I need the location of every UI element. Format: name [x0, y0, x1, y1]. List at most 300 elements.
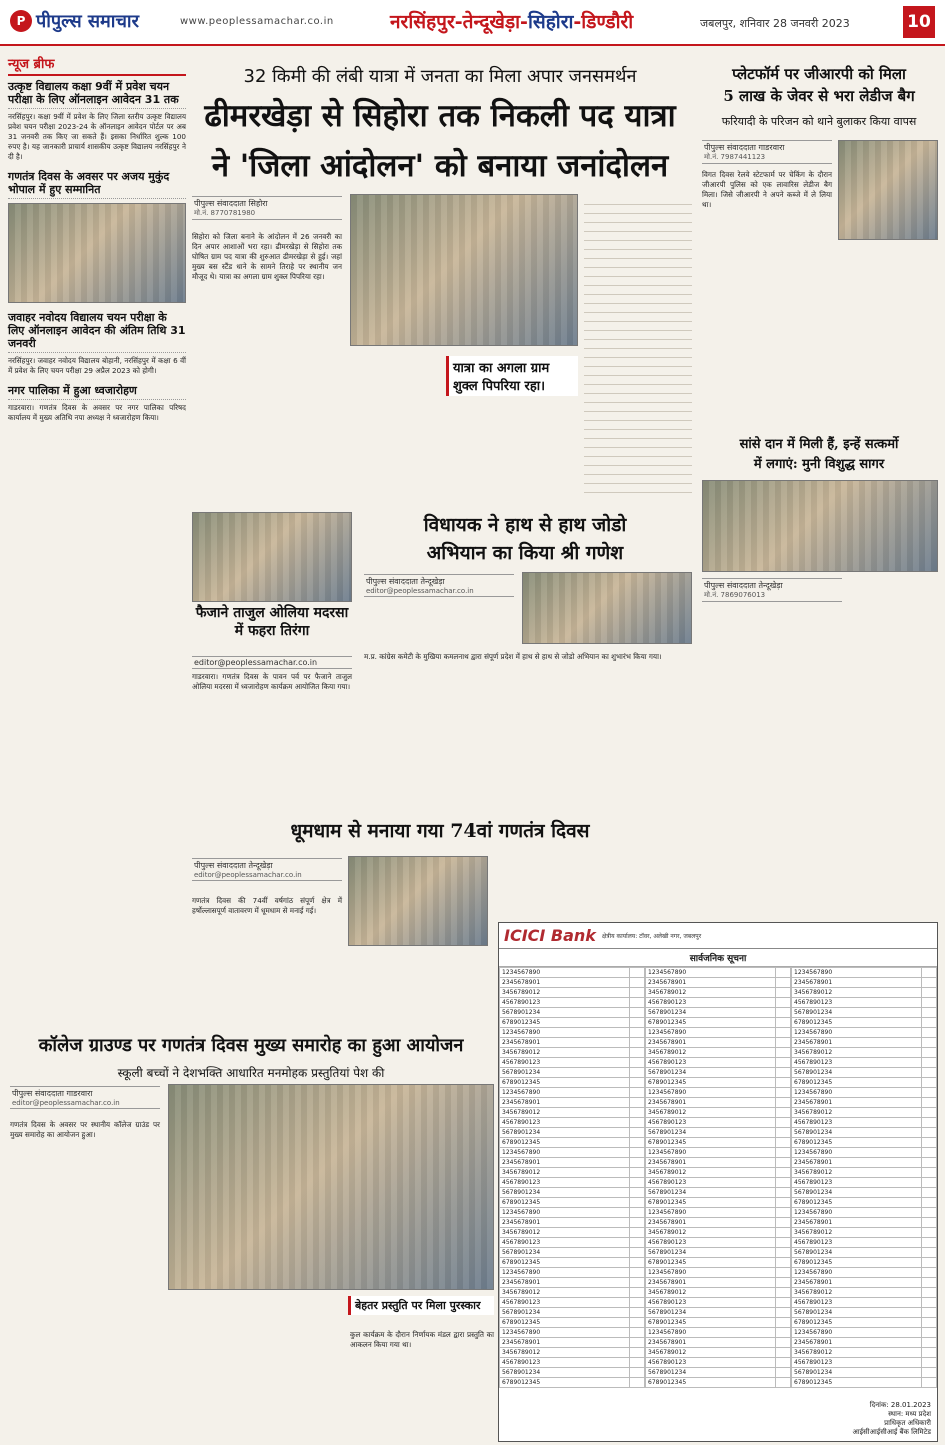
table-row — [500, 1048, 645, 1058]
table-cell: 3456789012 — [646, 1288, 776, 1298]
lead-headline-1: ढीमरखेड़ा से सिहोरा तक निकली पद यात्रा — [204, 98, 676, 134]
ad-header — [499, 923, 937, 949]
table-row — [500, 1128, 645, 1138]
table-cell — [921, 1328, 936, 1338]
table-row — [646, 998, 791, 1008]
table-cell — [629, 1088, 644, 1098]
table-row — [500, 1118, 645, 1128]
table-cell — [921, 1078, 936, 1088]
table-row — [792, 1258, 937, 1268]
brief-body: नरसिंहपुर। जवाहर नवोदय विद्यालय बोहानी, नरसिंहपुर में कक्षा 6 वीं में प्रवेश के लिए चयन परीक्षा 29 अप्रैल 2023 को होगी। — [8, 356, 186, 375]
table-cell — [629, 1138, 644, 1148]
table-cell — [921, 1168, 936, 1178]
table-row — [646, 1058, 791, 1068]
table-cell: 6789012345 — [792, 1138, 922, 1148]
table-row — [646, 1368, 791, 1378]
table-cell — [775, 1308, 790, 1318]
college-photo — [168, 1084, 494, 1290]
table-cell: 1234567890 — [500, 1268, 630, 1278]
table-cell — [629, 1158, 644, 1168]
table-cell: 5678901234 — [792, 1308, 922, 1318]
table-cell: 4567890123 — [500, 998, 630, 1008]
table-row — [646, 1328, 791, 1338]
table-row — [792, 998, 937, 1008]
news-brief-tag: न्यूज ब्रीफ — [8, 54, 186, 76]
table-cell: 2345678901 — [792, 1098, 922, 1108]
table-cell: 5678901234 — [500, 1248, 630, 1258]
table-cell: 3456789012 — [646, 988, 776, 998]
table-row — [792, 968, 937, 978]
table-cell: 1234567890 — [646, 1088, 776, 1098]
table-row — [792, 1188, 937, 1198]
table-row — [646, 1278, 791, 1288]
grp-photo — [838, 140, 938, 240]
table-row — [792, 1208, 937, 1218]
table-cell: 2345678901 — [500, 1158, 630, 1168]
table-row — [792, 1138, 937, 1148]
table-cell — [921, 1278, 936, 1288]
table-cell — [921, 968, 936, 978]
table-row — [500, 1238, 645, 1248]
ad-title: सार्वजनिक सूचना — [499, 949, 937, 967]
table-cell — [775, 1048, 790, 1058]
vidhayak-byline: पीपुल्स संवाददाता तेन्दूखेड़ा editor@peoplessamachar.co.in — [364, 574, 514, 597]
table-row — [500, 1198, 645, 1208]
republic-photo — [348, 856, 488, 946]
table-cell — [921, 1138, 936, 1148]
logo-mark-icon: P — [10, 10, 32, 32]
table-cell — [921, 1118, 936, 1128]
table-cell — [921, 1378, 936, 1388]
table-cell — [629, 1068, 644, 1078]
vidhayak-body: म.प्र. कांग्रेस कमेटी के मुखिया कमलनाथ द्वारा संपूर्ण प्रदेश में हाथ से हाथ से जोडो अभियान का शुभारंभ किया गया। — [364, 652, 662, 661]
table-cell: 1234567890 — [792, 1268, 922, 1278]
table-cell: 3456789012 — [500, 1348, 630, 1358]
table-row — [792, 1178, 937, 1188]
table-row — [500, 1038, 645, 1048]
table-cell: 1234567890 — [646, 1208, 776, 1218]
lead-photo — [350, 194, 578, 346]
table-cell: 2345678901 — [500, 1038, 630, 1048]
table-row — [792, 1088, 937, 1098]
table-cell — [775, 1068, 790, 1078]
table-cell: 5678901234 — [500, 1008, 630, 1018]
table-row — [500, 1068, 645, 1078]
table-cell: 1234567890 — [500, 1088, 630, 1098]
table-cell: 6789012345 — [792, 1378, 922, 1388]
table-cell: 1234567890 — [792, 1028, 922, 1038]
table-cell — [921, 1158, 936, 1168]
table-row — [792, 1118, 937, 1128]
vidhayak-headline-1: विधायक ने हाथ से हाथ जोडो — [423, 514, 627, 536]
faijan-byline: editor@peoplessamachar.co.in — [192, 656, 352, 669]
table-row — [646, 1258, 791, 1268]
table-cell — [921, 1108, 936, 1118]
muni-headline-2: में लगाएं: मुनी विशुद्ध सागर — [753, 457, 885, 472]
republic-body: गणतंत्र दिवस की 74वीं वर्षगांठ संपूर्ण क्षेत्र में हर्षोल्लासपूर्ण वातावरण में धूमधाम से मनाई गई। — [192, 896, 342, 915]
college-byline: पीपुल्स संवाददाता गाडरवारा editor@peoplessamachar.co.in — [10, 1086, 160, 1109]
table-cell — [921, 1228, 936, 1238]
table-row — [646, 1028, 791, 1038]
table-cell: 3456789012 — [646, 1168, 776, 1178]
table-row — [500, 998, 645, 1008]
table-cell: 5678901234 — [500, 1308, 630, 1318]
table-cell: 3456789012 — [792, 1288, 922, 1298]
table-cell — [921, 1288, 936, 1298]
table-cell — [775, 1158, 790, 1168]
table-row — [792, 1288, 937, 1298]
table-cell — [775, 1228, 790, 1238]
region-heading: नरसिंहपुर-तेन्दूखेड़ा-सिहोरा-डिण्डौरी — [390, 11, 634, 33]
table-row — [646, 1208, 791, 1218]
table-cell: 1234567890 — [500, 1028, 630, 1038]
table-cell: 3456789012 — [646, 1048, 776, 1058]
table-cell: 5678901234 — [646, 1308, 776, 1318]
table-row — [646, 1148, 791, 1158]
table-row — [500, 1098, 645, 1108]
table-row — [500, 1258, 645, 1268]
table-row — [792, 1218, 937, 1228]
muni-photo — [702, 480, 938, 572]
table-cell: 4567890123 — [500, 1358, 630, 1368]
table-cell: 1234567890 — [792, 1208, 922, 1218]
table-row — [792, 1038, 937, 1048]
table-cell — [629, 1338, 644, 1348]
table-row — [792, 1028, 937, 1038]
table-row — [500, 1028, 645, 1038]
table-cell: 5678901234 — [792, 1188, 922, 1198]
table-row — [646, 1348, 791, 1358]
muni-headline-1: सांसे दान में मिली हैं, इन्हें सत्कर्मो — [739, 437, 899, 452]
table-row — [792, 1228, 937, 1238]
ad-signature — [852, 1401, 931, 1437]
table-row — [646, 1188, 791, 1198]
table-cell — [775, 1078, 790, 1088]
table-row — [792, 1068, 937, 1078]
table-cell — [921, 1028, 936, 1038]
table-cell — [775, 1168, 790, 1178]
table-cell — [775, 1028, 790, 1038]
table-cell — [775, 1198, 790, 1208]
table-cell: 1234567890 — [500, 968, 630, 978]
table-cell — [921, 1338, 936, 1348]
table-cell: 2345678901 — [500, 978, 630, 988]
table-row — [792, 1058, 937, 1068]
table-row — [792, 1008, 937, 1018]
table-cell — [629, 1238, 644, 1248]
table-cell — [775, 1298, 790, 1308]
table-cell: 2345678901 — [646, 1038, 776, 1048]
table-cell: 5678901234 — [646, 1248, 776, 1258]
table-cell: 6789012345 — [646, 1078, 776, 1088]
table-row — [646, 1238, 791, 1248]
table-row — [646, 1268, 791, 1278]
table-row — [500, 1288, 645, 1298]
table-cell: 3456789012 — [792, 1228, 922, 1238]
table-row — [646, 988, 791, 998]
table-cell — [921, 1268, 936, 1278]
table-cell: 4567890123 — [646, 1358, 776, 1368]
table-cell — [775, 968, 790, 978]
table-cell — [921, 1248, 936, 1258]
table-cell: 2345678901 — [646, 1098, 776, 1108]
table-cell: 5678901234 — [500, 1188, 630, 1198]
table-row — [646, 1308, 791, 1318]
grp-body: विगत दिवस रेलवे स्टेटफार्म पर चेकिंग के दौरान जीआरपी पुलिस को एक लावारिस लेडीज बैग मिला। जिसे जीआरपी ने अपने कब्जे में ले लिया था। — [702, 170, 832, 209]
table-cell: 5678901234 — [792, 1068, 922, 1078]
table-cell: 1234567890 — [792, 1088, 922, 1098]
table-cell: 1234567890 — [646, 1328, 776, 1338]
news-brief-column — [8, 54, 186, 1204]
table-cell — [775, 1038, 790, 1048]
college-box-body: कुल कार्यक्रम के दौरान निर्णायक मंडल द्वारा प्रस्तुति का आकलन किया गया था। — [350, 1330, 494, 1349]
table-cell — [921, 1058, 936, 1068]
table-cell: 2345678901 — [500, 1218, 630, 1228]
table-cell: 5678901234 — [646, 1008, 776, 1018]
table-cell — [629, 1308, 644, 1318]
table-cell — [921, 1258, 936, 1268]
table-cell — [921, 1368, 936, 1378]
table-row — [646, 968, 791, 978]
table-cell — [921, 988, 936, 998]
table-cell: 3456789012 — [500, 1288, 630, 1298]
table-cell: 4567890123 — [500, 1058, 630, 1068]
table-cell — [921, 1038, 936, 1048]
table-cell: 2345678901 — [792, 978, 922, 988]
table-cell: 4567890123 — [792, 1118, 922, 1128]
table-cell: 4567890123 — [792, 998, 922, 1008]
college-box-title: बेहतर प्रस्तुति पर मिला पुरस्कार — [348, 1296, 494, 1315]
table-cell: 6789012345 — [792, 1018, 922, 1028]
table-cell — [921, 1308, 936, 1318]
table-row — [646, 1318, 791, 1328]
table-cell: 3456789012 — [792, 988, 922, 998]
brief-body: नरसिंहपुर। कक्षा 9वीं में प्रवेश के लिए जिला स्तरीय उत्कृष्ट विद्यालय प्रवेश चयन परीक्षा 2023-24 के ऑनलाइन आवेदन पोर्टल पर अब 31 जनवरी तक किए जा सकते हैं। इसका निर्धारित शुल्क 100 रुपए है। यह जानकारी प्राचार्य शासकीय उत्कृष्ट विद्यालय नरसिंहपुर ने दी है। — [8, 112, 186, 161]
table-cell: 1234567890 — [792, 1148, 922, 1158]
table-cell: 6789012345 — [500, 1318, 630, 1328]
table-cell — [629, 968, 644, 978]
table-row — [646, 1288, 791, 1298]
table-cell — [629, 1378, 644, 1388]
table-cell: 5678901234 — [646, 1188, 776, 1198]
table-row — [500, 1148, 645, 1158]
ad-address: क्षेत्रीय कार्यालय: टॉवर, अलेखी नगर, जबलपुर — [601, 932, 702, 940]
ad-table — [499, 967, 645, 1388]
table-cell — [775, 1178, 790, 1188]
table-row — [792, 1268, 937, 1278]
table-cell — [775, 1018, 790, 1028]
table-cell — [775, 1248, 790, 1258]
table-cell: 1234567890 — [646, 1028, 776, 1038]
table-cell: 4567890123 — [500, 1178, 630, 1188]
table-cell: 3456789012 — [500, 1228, 630, 1238]
table-row — [500, 1158, 645, 1168]
lead-body: सिहोरा को जिला बनाने के आंदोलन में 26 जनवरी का दिन अपार आशाओं भरा रहा। ढीमरखेड़ा से सिहोरा तक घोषित ग्राम पद यात्रा की शुरुआत ढीमरखेड़ा से हुई। जहां मुख्य बस स्टैंड धाने के सामने तिराहे पर स्थानीय जन मौजूद थे। यात्रा का अगला ग्राम शुक्ल पिपरिया रहा। — [192, 232, 342, 281]
table-cell: 4567890123 — [646, 1238, 776, 1248]
table-cell — [629, 1108, 644, 1118]
college-subheadline: स्कूली बच्चों ने देशभक्ति आधारित मनमोहक प्रस्तुतियां पेश की — [117, 1066, 385, 1080]
table-cell — [629, 1048, 644, 1058]
table-cell: 6789012345 — [500, 1258, 630, 1268]
table-row — [792, 1018, 937, 1028]
table-cell: 5678901234 — [792, 1128, 922, 1138]
table-row — [500, 1268, 645, 1278]
logo-name: पीपुल्स समाचार — [36, 11, 139, 32]
table-cell: 6789012345 — [646, 1318, 776, 1328]
table-cell: 5678901234 — [646, 1128, 776, 1138]
table-cell — [921, 1018, 936, 1028]
table-cell — [629, 1348, 644, 1358]
table-cell — [775, 1088, 790, 1098]
table-cell: 1234567890 — [500, 1208, 630, 1218]
table-cell: 2345678901 — [646, 1218, 776, 1228]
table-cell: 5678901234 — [500, 1068, 630, 1078]
table-row — [500, 1308, 645, 1318]
table-row — [646, 1298, 791, 1308]
table-cell — [629, 1168, 644, 1178]
lead-subhead: यात्रा का अगला ग्राम शुक्ल पिपरिया रहा। — [446, 356, 578, 396]
table-cell — [629, 1128, 644, 1138]
brief-title: जवाहर नवोदय विद्यालय चयन परीक्षा के लिए ऑनलाइन आवेदन की अंतिम तिथि 31 जनवरी — [8, 311, 186, 353]
table-cell: 2345678901 — [792, 1278, 922, 1288]
table-cell: 5678901234 — [646, 1368, 776, 1378]
republic-headline: धूमधाम से मनाया गया 74वां गणतंत्र दिवस — [290, 820, 590, 842]
table-row — [792, 1318, 937, 1328]
table-cell: 3456789012 — [792, 1348, 922, 1358]
table-cell: 3456789012 — [646, 1108, 776, 1118]
table-row — [500, 978, 645, 988]
table-cell: 4567890123 — [500, 1238, 630, 1248]
table-cell — [921, 1048, 936, 1058]
table-cell — [629, 1178, 644, 1188]
table-cell — [629, 1298, 644, 1308]
table-cell — [629, 1078, 644, 1088]
table-cell: 2345678901 — [792, 1218, 922, 1228]
table-row — [500, 1188, 645, 1198]
table-row — [500, 1338, 645, 1348]
table-row — [500, 1318, 645, 1328]
award-photo — [8, 203, 186, 303]
table-cell — [775, 1268, 790, 1278]
table-cell: 6789012345 — [500, 1078, 630, 1088]
table-cell — [921, 1098, 936, 1108]
table-row — [646, 1088, 791, 1098]
table-cell: 6789012345 — [500, 1138, 630, 1148]
table-cell — [775, 1008, 790, 1018]
grp-headline-2: 5 लाख के जेवर से भरा लेडीज बैग — [723, 87, 915, 105]
table-cell — [921, 998, 936, 1008]
table-row — [792, 1278, 937, 1288]
table-row — [500, 1358, 645, 1368]
ad-col — [499, 967, 645, 1388]
table-cell — [775, 1148, 790, 1158]
table-row — [792, 1078, 937, 1088]
table-cell — [629, 1228, 644, 1238]
table-cell: 4567890123 — [646, 1298, 776, 1308]
table-cell: 4567890123 — [646, 1178, 776, 1188]
table-row — [646, 1068, 791, 1078]
table-cell: 4567890123 — [646, 998, 776, 1008]
table-row — [500, 1298, 645, 1308]
table-row — [646, 1128, 791, 1138]
table-cell — [775, 998, 790, 1008]
ad-table — [791, 967, 937, 1388]
table-cell: 1234567890 — [500, 1328, 630, 1338]
lead-byline: पीपुल्स संवाददाता सिहोरा मो.नं. 8770781980 — [192, 196, 342, 220]
table-cell: 6789012345 — [792, 1258, 922, 1268]
table-row — [792, 988, 937, 998]
college-headline: कॉलेज ग्राउण्ड पर गणतंत्र दिवस मुख्य समारोह का हुआ आयोजन — [38, 1035, 464, 1056]
table-cell — [921, 1358, 936, 1368]
table-cell: 2345678901 — [792, 1338, 922, 1348]
table-cell: 6789012345 — [646, 1018, 776, 1028]
ad-col — [645, 967, 791, 1388]
table-row — [792, 1198, 937, 1208]
table-cell — [629, 1248, 644, 1258]
table-cell: 2345678901 — [500, 1098, 630, 1108]
table-cell: 1234567890 — [646, 968, 776, 978]
table-row — [792, 1348, 937, 1358]
table-cell — [775, 1128, 790, 1138]
table-row — [646, 1118, 791, 1128]
table-row — [646, 978, 791, 988]
table-row — [792, 1168, 937, 1178]
muni-byline: पीपुल्स संवाददाता तेन्दूखेड़ा मो.नं. 7869076013 — [702, 578, 842, 602]
table-row — [646, 1178, 791, 1188]
vidhayak-headline-2: अभियान का किया श्री गणेश — [426, 542, 624, 564]
table-row — [646, 1198, 791, 1208]
table-cell — [629, 1328, 644, 1338]
table-cell: 3456789012 — [500, 1048, 630, 1058]
table-cell: 4567890123 — [792, 1058, 922, 1068]
table-row — [500, 1078, 645, 1088]
table-cell — [775, 1358, 790, 1368]
table-cell: 3456789012 — [500, 988, 630, 998]
table-cell: 3456789012 — [792, 1048, 922, 1058]
table-cell: 2345678901 — [792, 1038, 922, 1048]
table-row — [646, 1038, 791, 1048]
table-cell: 3456789012 — [500, 1108, 630, 1118]
ad-table-columns — [499, 967, 937, 1388]
table-cell — [629, 1368, 644, 1378]
table-cell — [629, 978, 644, 988]
table-row — [500, 1018, 645, 1028]
table-cell — [921, 1318, 936, 1328]
table-cell — [775, 1058, 790, 1068]
table-row — [500, 1088, 645, 1098]
table-cell — [629, 1278, 644, 1288]
table-cell: 2345678901 — [646, 1338, 776, 1348]
table-cell: 5678901234 — [646, 1068, 776, 1078]
table-row — [792, 1148, 937, 1158]
table-row — [792, 1128, 937, 1138]
table-cell — [775, 1188, 790, 1198]
table-cell — [775, 1278, 790, 1288]
table-cell: 6789012345 — [792, 1078, 922, 1088]
table-cell: 4567890123 — [792, 1178, 922, 1188]
lead-body-right — [584, 196, 692, 501]
table-cell: 1234567890 — [646, 1148, 776, 1158]
table-cell: 1234567890 — [792, 1328, 922, 1338]
lead-kicker: 32 किमी की लंबी यात्रा में जनता का मिला अपार जनसमर्थन — [243, 66, 637, 87]
vidhayak-photo — [522, 572, 692, 644]
table-row — [792, 1238, 937, 1248]
table-cell: 4567890123 — [500, 1298, 630, 1308]
table-cell: 3456789012 — [646, 1228, 776, 1238]
ad-date: दिनांक: 28.01.2023 — [869, 1401, 931, 1409]
table-cell — [629, 1258, 644, 1268]
brief-title: उत्कृष्ट विद्यालय कक्षा 9वीं में प्रवेश चयन परीक्षा के लिए ऑनलाइन आवेदन 31 तक — [8, 80, 186, 109]
